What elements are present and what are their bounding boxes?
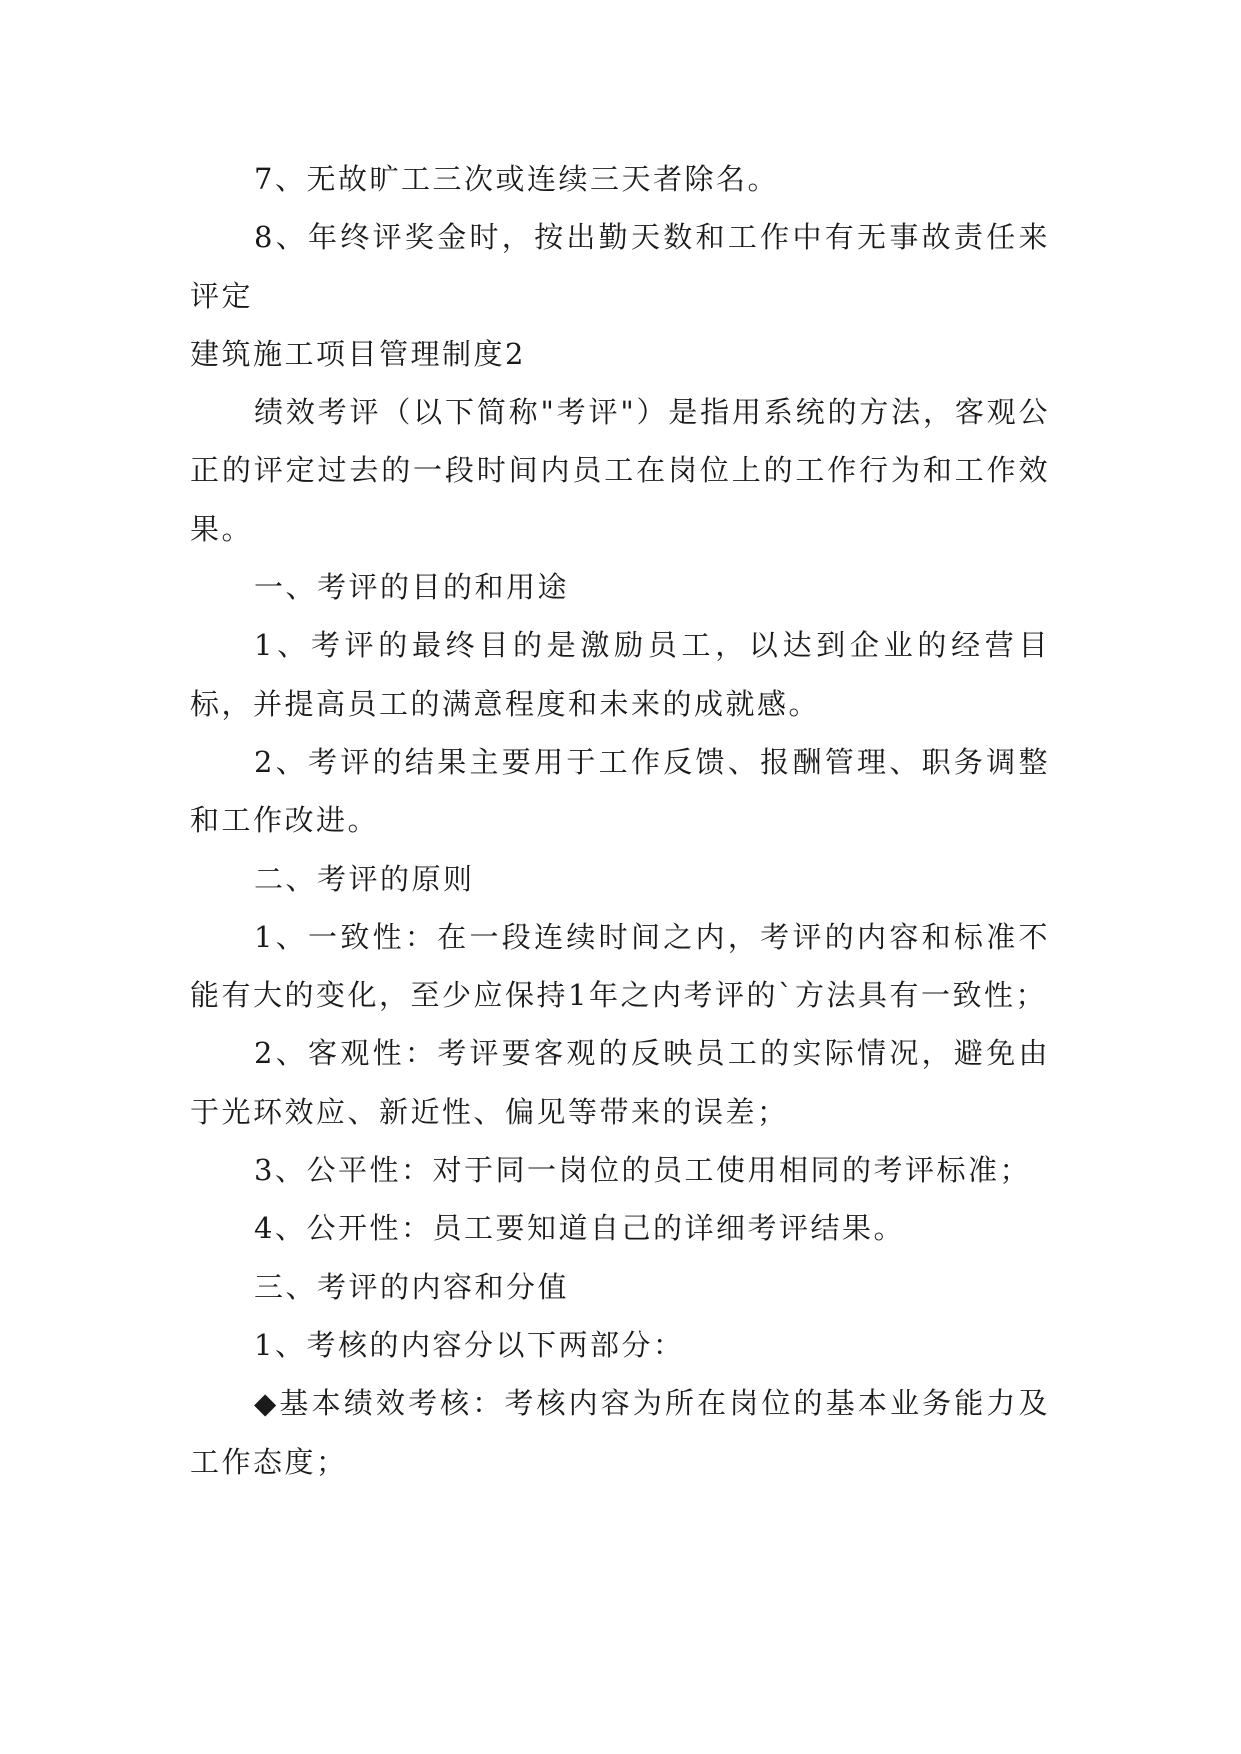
paragraph-principle-objectivity: 2、客观性：考评要客观的反映员工的实际情况，避免由于光环效应、新近性、偏见等带来的误差；	[190, 1036, 1050, 1129]
document-page	[190, 150, 1050, 1491]
paragraph-content-parts: 1、考核的内容分以下两部分：	[254, 1327, 685, 1362]
paragraph-principle-openness: 4、公开性：员工要知道自己的详细考评结果。	[254, 1211, 905, 1246]
paragraph-principle-consistency: 1、一致性：在一段连续时间之内，考评的内容和标准不能有大的变化，至少应保持1年之内考评的`方法具有一致性；	[190, 919, 1050, 1013]
heading-content-and-scores: 三、考评的内容和分值	[254, 1269, 570, 1304]
paragraph-bonus-rule: 8、年终评奖金时，按出勤天数和工作中有无事故责任来评定	[190, 220, 1050, 313]
paragraph-definition: 绩效考评（以下简称"考评"）是指用系统的方法，客观公正的评定过去的一段时间内员工在岗位上的工作行为和工作效果。	[190, 395, 1050, 546]
paragraph-purpose-2: 2、考评的结果主要用于工作反馈、报酬管理、职务调整和工作改进。	[190, 744, 1050, 838]
heading-purpose: 一、考评的目的和用途	[254, 570, 570, 605]
paragraph-basic-performance: ◆基本绩效考核：考核内容为所在岗位的基本业务能力及工作态度；	[190, 1386, 1050, 1479]
paragraph-absence-rule: 7、无故旷工三次或连续三天者除名。	[254, 162, 779, 196]
heading-principles: 二、考评的原则	[254, 861, 475, 896]
paragraph-purpose-1: 1、考评的最终目的是激励员工，以达到企业的经营目标，并提高员工的满意程度和未来的成就感。	[190, 628, 1050, 721]
paragraph-principle-fairness: 3、公平性：对于同一岗位的员工使用相同的考评标准；	[254, 1153, 1031, 1188]
section-title: 建筑施工项目管理制度2	[190, 336, 526, 371]
